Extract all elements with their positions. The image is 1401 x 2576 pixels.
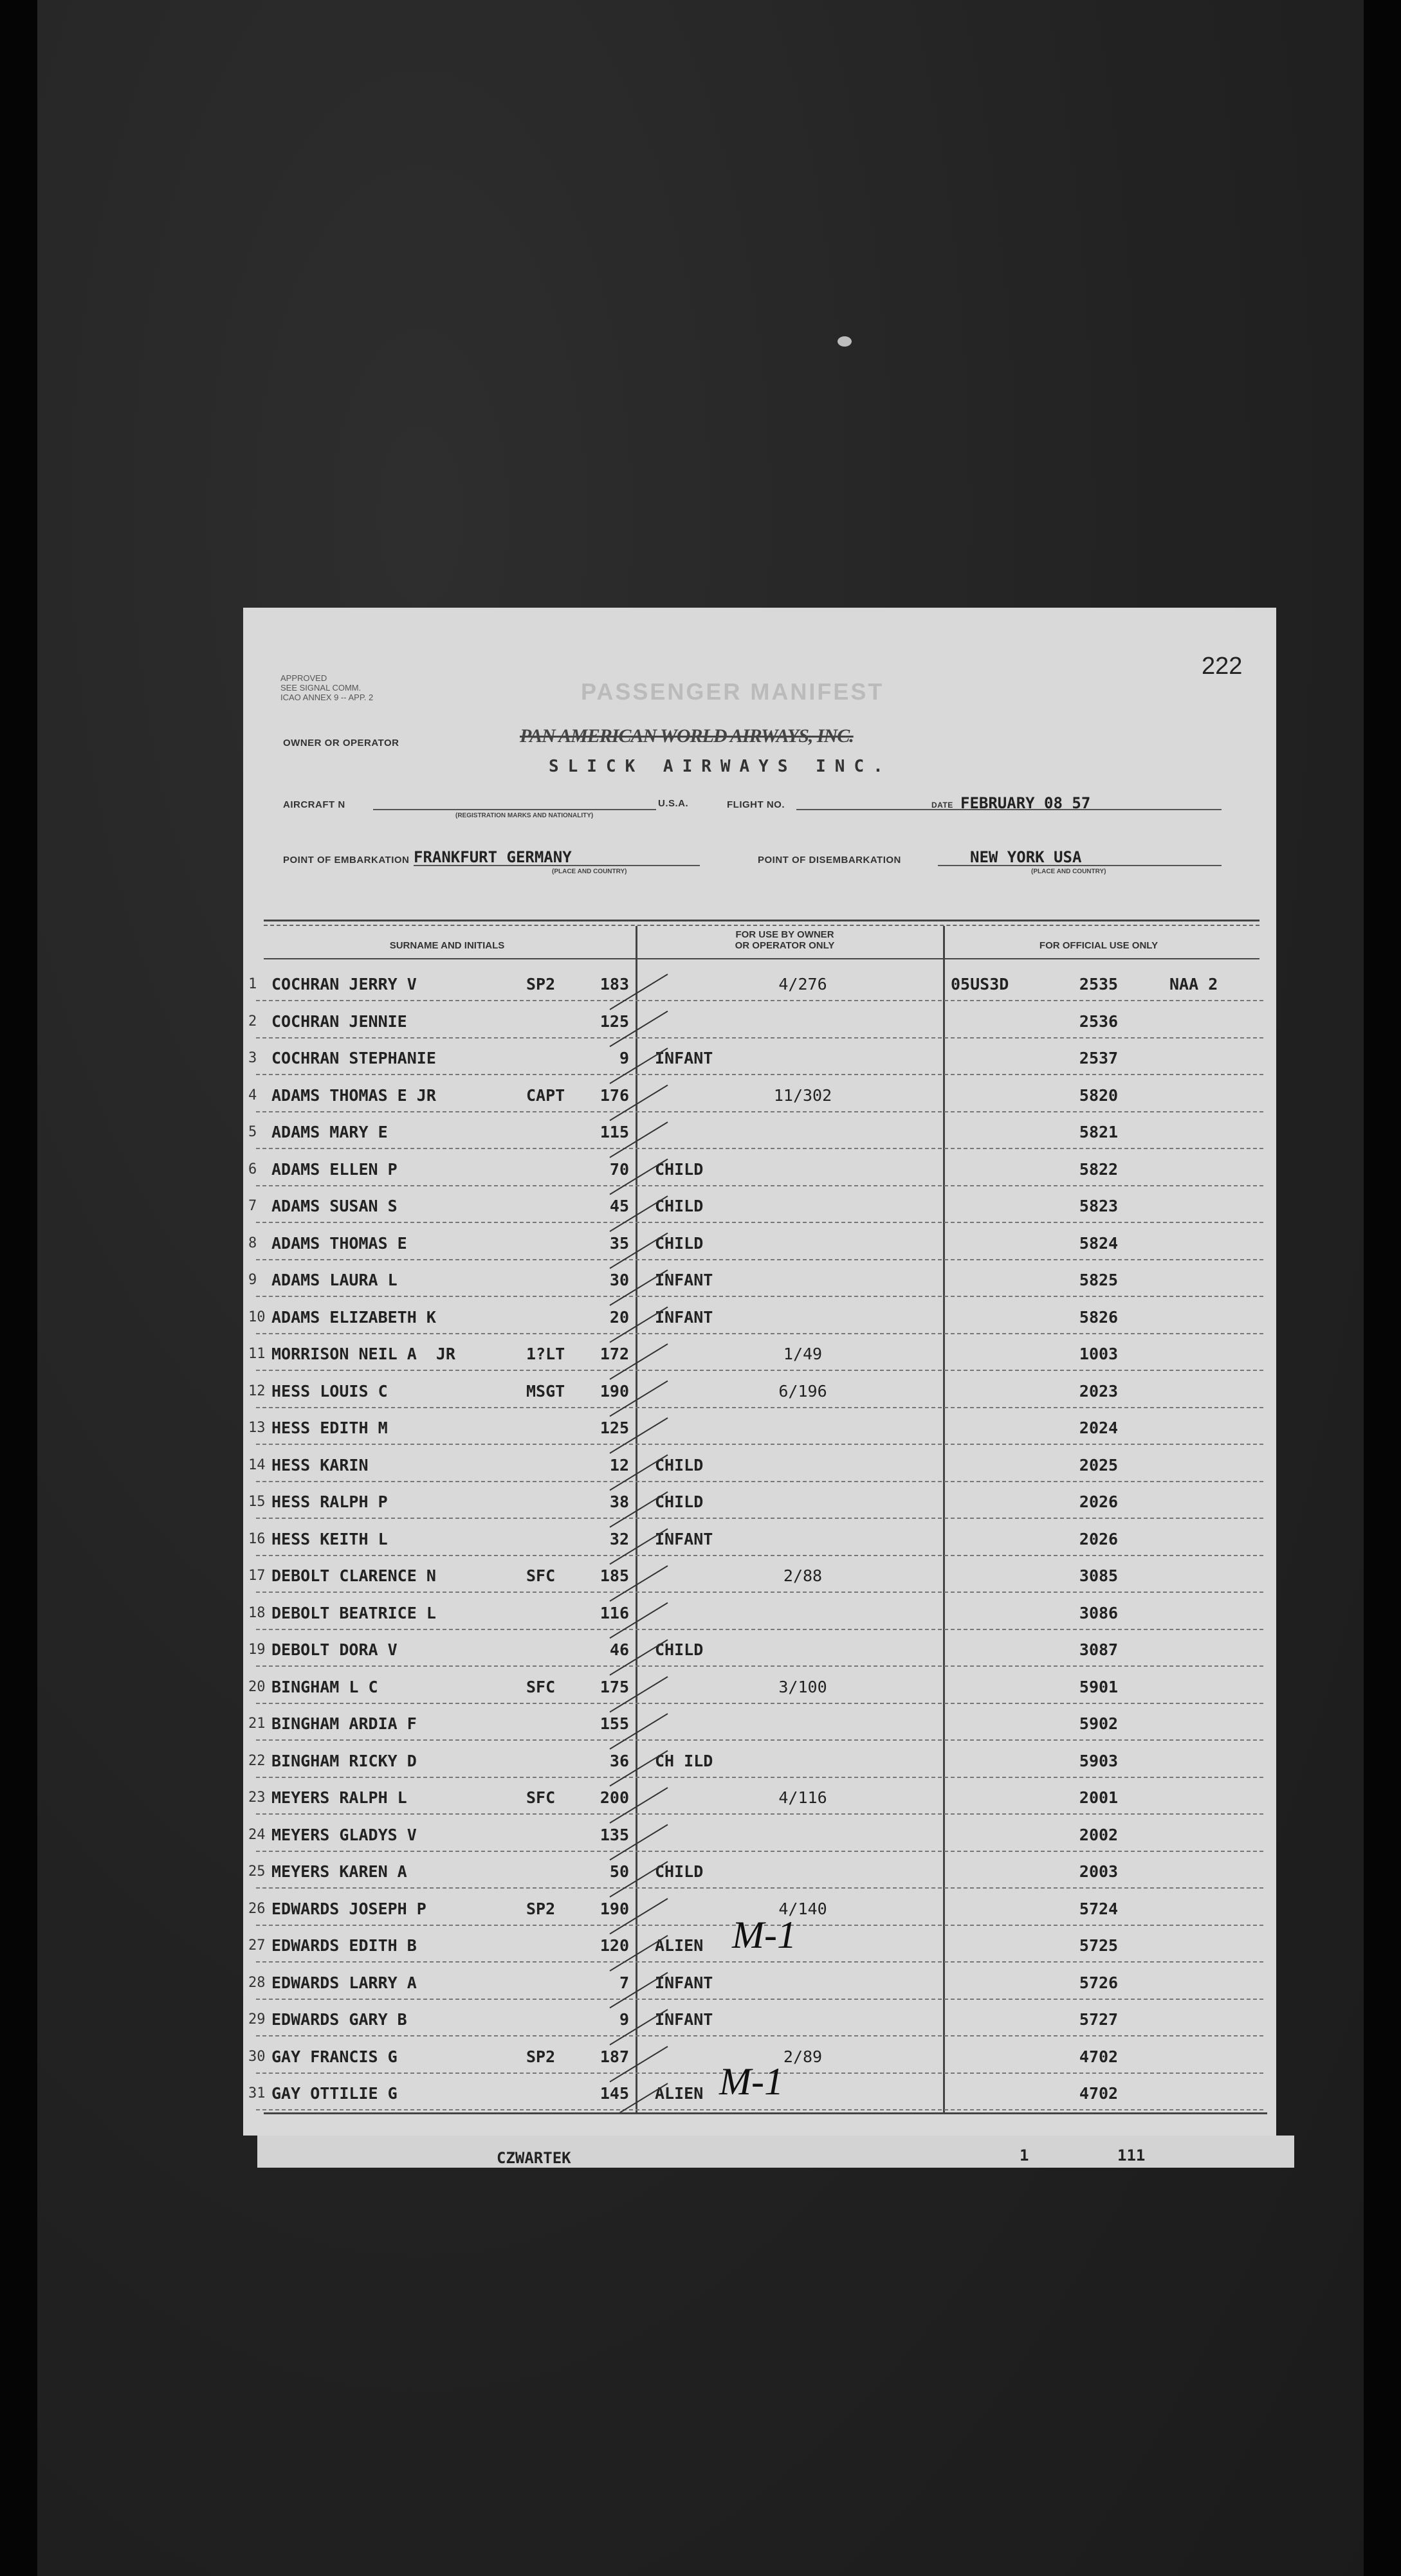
passenger-name: MEYERS GLADYS V — [271, 1825, 417, 1844]
table-row — [243, 1741, 1276, 1778]
passenger-weight: 35 — [609, 1233, 629, 1253]
row-number: 20 — [248, 1678, 266, 1695]
baggage-count: 4/276 — [778, 975, 827, 993]
passenger-rank: CAPT — [526, 1085, 565, 1105]
official-number: 2535 — [1079, 975, 1119, 993]
disembark-value: NEW YORK USA — [970, 848, 1082, 866]
passenger-rank: MSGT — [526, 1381, 565, 1401]
official-number: 5825 — [1079, 1271, 1119, 1289]
tick-mark — [610, 1196, 668, 1231]
row-number: 21 — [248, 1716, 266, 1732]
passenger-weight: 116 — [600, 1603, 629, 1622]
tick-mark — [610, 1159, 668, 1195]
table-row — [243, 1186, 1276, 1223]
passenger-weight: 115 — [600, 1123, 629, 1141]
passenger-weight: 145 — [600, 2084, 629, 2103]
passenger-name: ADAMS ELLEN P — [271, 1159, 398, 1179]
manifest-page — [243, 608, 1276, 2136]
date-rule — [954, 809, 1222, 810]
film-edge-right — [1364, 0, 1401, 2576]
table-row — [243, 1112, 1276, 1149]
row-number: 23 — [248, 1790, 266, 1806]
row-number: 19 — [248, 1642, 266, 1658]
table-row — [243, 1482, 1276, 1519]
country-label: U.S.A. — [658, 798, 689, 809]
passenger-name: ADAMS THOMAS E JR — [271, 1085, 436, 1105]
row-number: 7 — [248, 1198, 257, 1214]
passenger-weight: 190 — [600, 1381, 629, 1401]
passenger-name: HESS RALPH P — [271, 1492, 388, 1511]
tick-mark — [610, 1936, 668, 1971]
official-number: 2026 — [1079, 1492, 1119, 1511]
tick-mark — [610, 1529, 668, 1565]
passenger-class: CHILD — [655, 1640, 704, 1659]
row-number: 3 — [248, 1050, 257, 1066]
passenger-name: BINGHAM ARDIA F — [271, 1714, 417, 1733]
official-number: 1003 — [1079, 1345, 1119, 1363]
passenger-name: ADAMS SUSAN S — [271, 1197, 398, 1215]
row-number: 26 — [248, 1900, 266, 1917]
tick-mark — [610, 1492, 668, 1527]
official-extra: NAA 2 — [1169, 975, 1218, 993]
struck-operator: PAN AMERICAN WORLD AIRWAYS, INC. — [520, 725, 854, 747]
date-label: DATE — [931, 801, 953, 810]
tick-mark — [610, 2083, 668, 2112]
passenger-name: BINGHAM RICKY D — [271, 1751, 417, 1770]
table-bottom-rule — [264, 2112, 1267, 2114]
passenger-name: HESS KARIN — [271, 1455, 369, 1474]
passenger-weight: 175 — [600, 1677, 629, 1696]
handwritten-mark-2: M-1 — [719, 2060, 783, 2103]
official-number: 5823 — [1079, 1197, 1119, 1215]
table-row — [243, 2000, 1276, 2036]
film-speck — [838, 336, 852, 347]
tick-mark — [610, 1825, 668, 1860]
passenger-rank: SP2 — [526, 1899, 556, 1918]
official-number: 4702 — [1079, 2084, 1119, 2103]
passenger-weight: 20 — [609, 1307, 629, 1327]
table-row — [243, 1519, 1276, 1556]
tick-mark — [610, 1640, 668, 1675]
passenger-weight: 9 — [619, 1049, 629, 1067]
passenger-rank: SP2 — [526, 2047, 556, 2066]
tick-mark — [610, 1677, 668, 1712]
passenger-weight: 190 — [600, 1899, 629, 1918]
tick-mark — [610, 1788, 668, 1823]
table-top-rule — [264, 920, 1259, 921]
disembark-rule — [938, 865, 1222, 866]
passenger-weight: 125 — [600, 1419, 629, 1437]
passenger-weight: 9 — [619, 2010, 629, 2029]
passenger-class: CHILD — [655, 1233, 704, 1253]
passenger-name: HESS LOUIS C — [271, 1381, 388, 1401]
table-row — [243, 1667, 1276, 1704]
passenger-name: ADAMS ELIZABETH K — [271, 1307, 436, 1327]
passenger-class: CHILD — [655, 1159, 704, 1179]
col-owner-line-2: OR OPERATOR ONLY — [735, 940, 835, 951]
row-number: 11 — [248, 1346, 266, 1362]
passenger-class: INFANT — [655, 2010, 713, 2029]
passenger-weight: 125 — [600, 1011, 629, 1031]
table-row — [243, 1224, 1276, 1260]
passenger-name: DEBOLT DORA V — [271, 1640, 398, 1659]
tick-mark — [610, 1566, 668, 1601]
table-row — [243, 1446, 1276, 1482]
table-row — [243, 1372, 1276, 1408]
passenger-weight: 200 — [600, 1788, 629, 1807]
baggage-count: 2/89 — [783, 2047, 823, 2066]
tick-mark — [610, 1381, 668, 1417]
official-number: 5902 — [1079, 1714, 1119, 1733]
official-number: 5901 — [1079, 1677, 1119, 1696]
table-row — [243, 1963, 1276, 2000]
passenger-rank: 1?LT — [526, 1345, 565, 1363]
tick-mark — [610, 1011, 668, 1047]
tick-mark — [610, 1233, 668, 1269]
passenger-class: ALIEN — [655, 2084, 704, 2103]
passenger-weight: 135 — [600, 1825, 629, 1844]
passenger-class: CHILD — [655, 1492, 704, 1511]
table-row — [243, 1260, 1276, 1297]
approval-note — [280, 673, 373, 702]
passenger-name: EDWARDS EDITH B — [271, 1936, 417, 1955]
passenger-name: ADAMS THOMAS E — [271, 1233, 407, 1253]
table-row — [243, 1704, 1276, 1741]
row-number: 16 — [248, 1530, 266, 1547]
official-number: 2002 — [1079, 1825, 1119, 1844]
passenger-weight: 176 — [600, 1085, 629, 1105]
table-top-dashed — [264, 925, 1259, 926]
passenger-name: ADAMS MARY E — [271, 1123, 388, 1141]
row-number: 13 — [248, 1420, 266, 1436]
row-number: 5 — [248, 1124, 257, 1140]
footer-sheet: 1 — [1020, 2146, 1029, 2164]
row-number: 29 — [248, 2011, 266, 2027]
row-number: 18 — [248, 1604, 266, 1621]
row-number: 9 — [248, 1272, 257, 1288]
tick-mark — [610, 2047, 668, 2082]
table-row — [243, 1076, 1276, 1112]
passenger-name: MORRISON NEIL A JR — [271, 1345, 455, 1363]
footer-reel: 111 — [1117, 2146, 1146, 2164]
row-number: 17 — [248, 1568, 266, 1584]
aircraft-sub: (REGISTRATION MARKS AND NATIONALITY) — [455, 812, 594, 819]
passenger-name: GAY OTTILIE G — [271, 2084, 398, 2103]
official-number: 2025 — [1079, 1455, 1119, 1474]
official-number: 3086 — [1079, 1603, 1119, 1622]
table-row — [243, 1408, 1276, 1445]
approval-line-3: ICAO ANNEX 9 -- APP. 2 — [280, 693, 374, 702]
row-number: 31 — [248, 2085, 266, 2101]
header-bottom-rule — [264, 958, 1259, 959]
passenger-weight: 46 — [609, 1640, 629, 1659]
official-number: 2001 — [1079, 1788, 1119, 1807]
passenger-class: ALIEN — [655, 1936, 704, 1955]
passenger-weight: 12 — [609, 1455, 629, 1474]
baggage-count: 3/100 — [778, 1677, 827, 1696]
row-number: 6 — [248, 1161, 257, 1177]
official-number: 2026 — [1079, 1529, 1119, 1548]
tick-mark — [610, 1085, 668, 1121]
passenger-name: MEYERS KAREN A — [271, 1862, 407, 1881]
approval-line-2: SEE SIGNAL COMM. — [280, 683, 362, 693]
row-number: 8 — [248, 1235, 257, 1251]
official-number: 5824 — [1079, 1233, 1119, 1253]
passenger-class: INFANT — [655, 1049, 713, 1067]
passenger-class: INFANT — [655, 1973, 713, 1992]
row-number: 10 — [248, 1309, 266, 1325]
official-number: 5822 — [1079, 1159, 1119, 1179]
passenger-weight: 172 — [600, 1345, 629, 1363]
passenger-weight: 30 — [609, 1271, 629, 1289]
row-rule — [256, 2109, 1263, 2110]
passenger-weight: 7 — [619, 1973, 629, 1992]
passenger-name: BINGHAM L C — [271, 1677, 378, 1696]
passenger-class: CHILD — [655, 1862, 704, 1881]
row-number: 25 — [248, 1864, 266, 1880]
passenger-name: EDWARDS LARRY A — [271, 1973, 417, 1992]
official-number: 3085 — [1079, 1566, 1119, 1585]
table-row — [243, 965, 1276, 1001]
embark-rule — [414, 865, 700, 866]
official-number: 5724 — [1079, 1899, 1119, 1918]
passenger-weight: 155 — [600, 1714, 629, 1733]
official-number: 5821 — [1079, 1123, 1119, 1141]
passenger-name: HESS KEITH L — [271, 1529, 388, 1548]
passenger-name: DEBOLT BEATRICE L — [271, 1603, 436, 1622]
passenger-rank: SFC — [526, 1566, 556, 1585]
footer-day: CZWARTEK — [497, 2149, 571, 2167]
tick-mark — [610, 2009, 668, 2045]
embark-value: FRANKFURT GERMANY — [414, 848, 572, 866]
tick-mark — [610, 1973, 668, 2008]
row-number: 4 — [248, 1087, 257, 1103]
handwritten-mark-1: M-1 — [732, 1914, 796, 1956]
passenger-class: INFANT — [655, 1271, 713, 1289]
baggage-count: 6/196 — [778, 1381, 827, 1401]
row-number: 15 — [248, 1494, 266, 1510]
disembark-sub: (PLACE AND COUNTRY) — [1031, 868, 1106, 875]
baggage-count: 4/140 — [778, 1899, 827, 1918]
tick-marks — [603, 942, 681, 2112]
official-number: 5820 — [1079, 1085, 1119, 1105]
row-number: 27 — [248, 1937, 266, 1954]
passenger-name: COCHRAN STEPHANIE — [271, 1049, 436, 1067]
row-number: 14 — [248, 1456, 266, 1473]
passenger-rank: SFC — [526, 1788, 556, 1807]
col-official-header: FOR OFFICIAL USE ONLY — [1039, 940, 1158, 951]
tick-mark — [610, 974, 668, 1010]
passenger-class: INFANT — [655, 1307, 713, 1327]
date-value: FEBRUARY 08 57 — [960, 794, 1091, 812]
tick-mark — [610, 1899, 668, 1934]
official-number: 2536 — [1079, 1011, 1119, 1031]
table-row — [243, 1002, 1276, 1039]
tick-mark — [610, 1048, 668, 1084]
flight-label: FLIGHT NO. — [727, 799, 785, 810]
passenger-name: MEYERS RALPH L — [271, 1788, 407, 1807]
passenger-weight: 36 — [609, 1751, 629, 1770]
official-number: 5725 — [1079, 1936, 1119, 1955]
passenger-name: EDWARDS JOSEPH P — [271, 1899, 426, 1918]
table-row — [243, 1852, 1276, 1889]
baggage-count: 2/88 — [783, 1566, 823, 1585]
operator-name: SLICK AIRWAYS INC. — [549, 757, 892, 776]
passenger-name: GAY FRANCIS G — [271, 2047, 398, 2066]
official-number: 2023 — [1079, 1381, 1119, 1401]
passenger-name: ADAMS LAURA L — [271, 1271, 398, 1289]
official-number: 5726 — [1079, 1973, 1119, 1992]
col-surname-header: SURNAME AND INITIALS — [389, 940, 505, 951]
official-code: 05US3D — [951, 975, 1009, 993]
embark-sub: (PLACE AND COUNTRY) — [552, 868, 627, 875]
passenger-weight: 32 — [609, 1529, 629, 1548]
row-number: 30 — [248, 2048, 266, 2065]
page-number: 222 — [1202, 653, 1243, 680]
passenger-name: DEBOLT CLARENCE N — [271, 1566, 436, 1585]
passenger-rank: SP2 — [526, 975, 556, 993]
tick-mark — [610, 1714, 668, 1749]
passenger-name: HESS EDITH M — [271, 1419, 388, 1437]
table-row — [243, 1630, 1276, 1667]
passenger-weight: 183 — [600, 975, 629, 993]
tick-mark — [610, 1751, 668, 1786]
passenger-weight: 50 — [609, 1862, 629, 1881]
passenger-weight: 187 — [600, 2047, 629, 2066]
table-row — [243, 1298, 1276, 1334]
row-number: 22 — [248, 1752, 266, 1769]
official-number: 3087 — [1079, 1640, 1119, 1659]
tick-mark — [610, 1344, 668, 1379]
official-number: 4702 — [1079, 2047, 1119, 2066]
passenger-name: COCHRAN JERRY V — [271, 975, 417, 993]
embark-label: POINT OF EMBARKATION — [283, 855, 410, 866]
passenger-rank: SFC — [526, 1677, 556, 1696]
passenger-name: COCHRAN JENNIE — [271, 1011, 407, 1031]
official-number: 2024 — [1079, 1419, 1119, 1437]
passenger-weight: 45 — [609, 1197, 629, 1215]
passenger-class: CHILD — [655, 1455, 704, 1474]
row-number: 1 — [248, 976, 257, 992]
table-row — [243, 1556, 1276, 1593]
tick-mark — [610, 1307, 668, 1343]
table-row — [243, 1039, 1276, 1075]
table-row — [243, 1150, 1276, 1186]
passenger-weight: 70 — [609, 1159, 629, 1179]
page-title: PASSENGER MANIFEST — [581, 678, 884, 705]
approval-line-1: APPROVED — [280, 673, 327, 683]
passenger-weight: 185 — [600, 1566, 629, 1585]
passenger-name: EDWARDS GARY B — [271, 2010, 407, 2029]
table-row — [243, 1778, 1276, 1815]
tick-mark — [610, 1122, 668, 1157]
passenger-weight: 38 — [609, 1492, 629, 1511]
official-number: 2003 — [1079, 1862, 1119, 1881]
col-owner-line-1: FOR USE BY OWNER — [735, 929, 834, 940]
tick-mark — [610, 1270, 668, 1305]
film-edge-left — [0, 0, 37, 2576]
row-number: 12 — [248, 1383, 266, 1399]
official-number: 5826 — [1079, 1307, 1119, 1327]
tick-mark — [610, 1603, 668, 1638]
tick-mark — [610, 1455, 668, 1491]
baggage-count: 1/49 — [783, 1345, 823, 1363]
table-row — [243, 1815, 1276, 1852]
disembark-label: POINT OF DISEMBARKATION — [758, 855, 901, 866]
owner-label: OWNER OR OPERATOR — [283, 738, 399, 748]
aircraft-rule — [373, 809, 656, 810]
row-number: 2 — [248, 1013, 257, 1029]
official-number: 5903 — [1079, 1751, 1119, 1770]
tick-mark — [610, 1862, 668, 1897]
passenger-class: CHILD — [655, 1197, 704, 1215]
passenger-weight: 120 — [600, 1936, 629, 1955]
table-row — [243, 1334, 1276, 1371]
official-number: 5727 — [1079, 2010, 1119, 2029]
passenger-class: INFANT — [655, 1529, 713, 1548]
table-row — [243, 1593, 1276, 1630]
col-owner-header — [637, 929, 933, 951]
baggage-count: 4/116 — [778, 1788, 827, 1807]
row-number: 24 — [248, 1826, 266, 1843]
tick-mark — [610, 1418, 668, 1453]
passenger-class: CH ILD — [655, 1751, 713, 1770]
aircraft-label: AIRCRAFT N — [283, 799, 345, 810]
row-number: 28 — [248, 1974, 266, 1991]
baggage-count: 11/302 — [773, 1085, 832, 1105]
official-number: 2537 — [1079, 1049, 1119, 1067]
